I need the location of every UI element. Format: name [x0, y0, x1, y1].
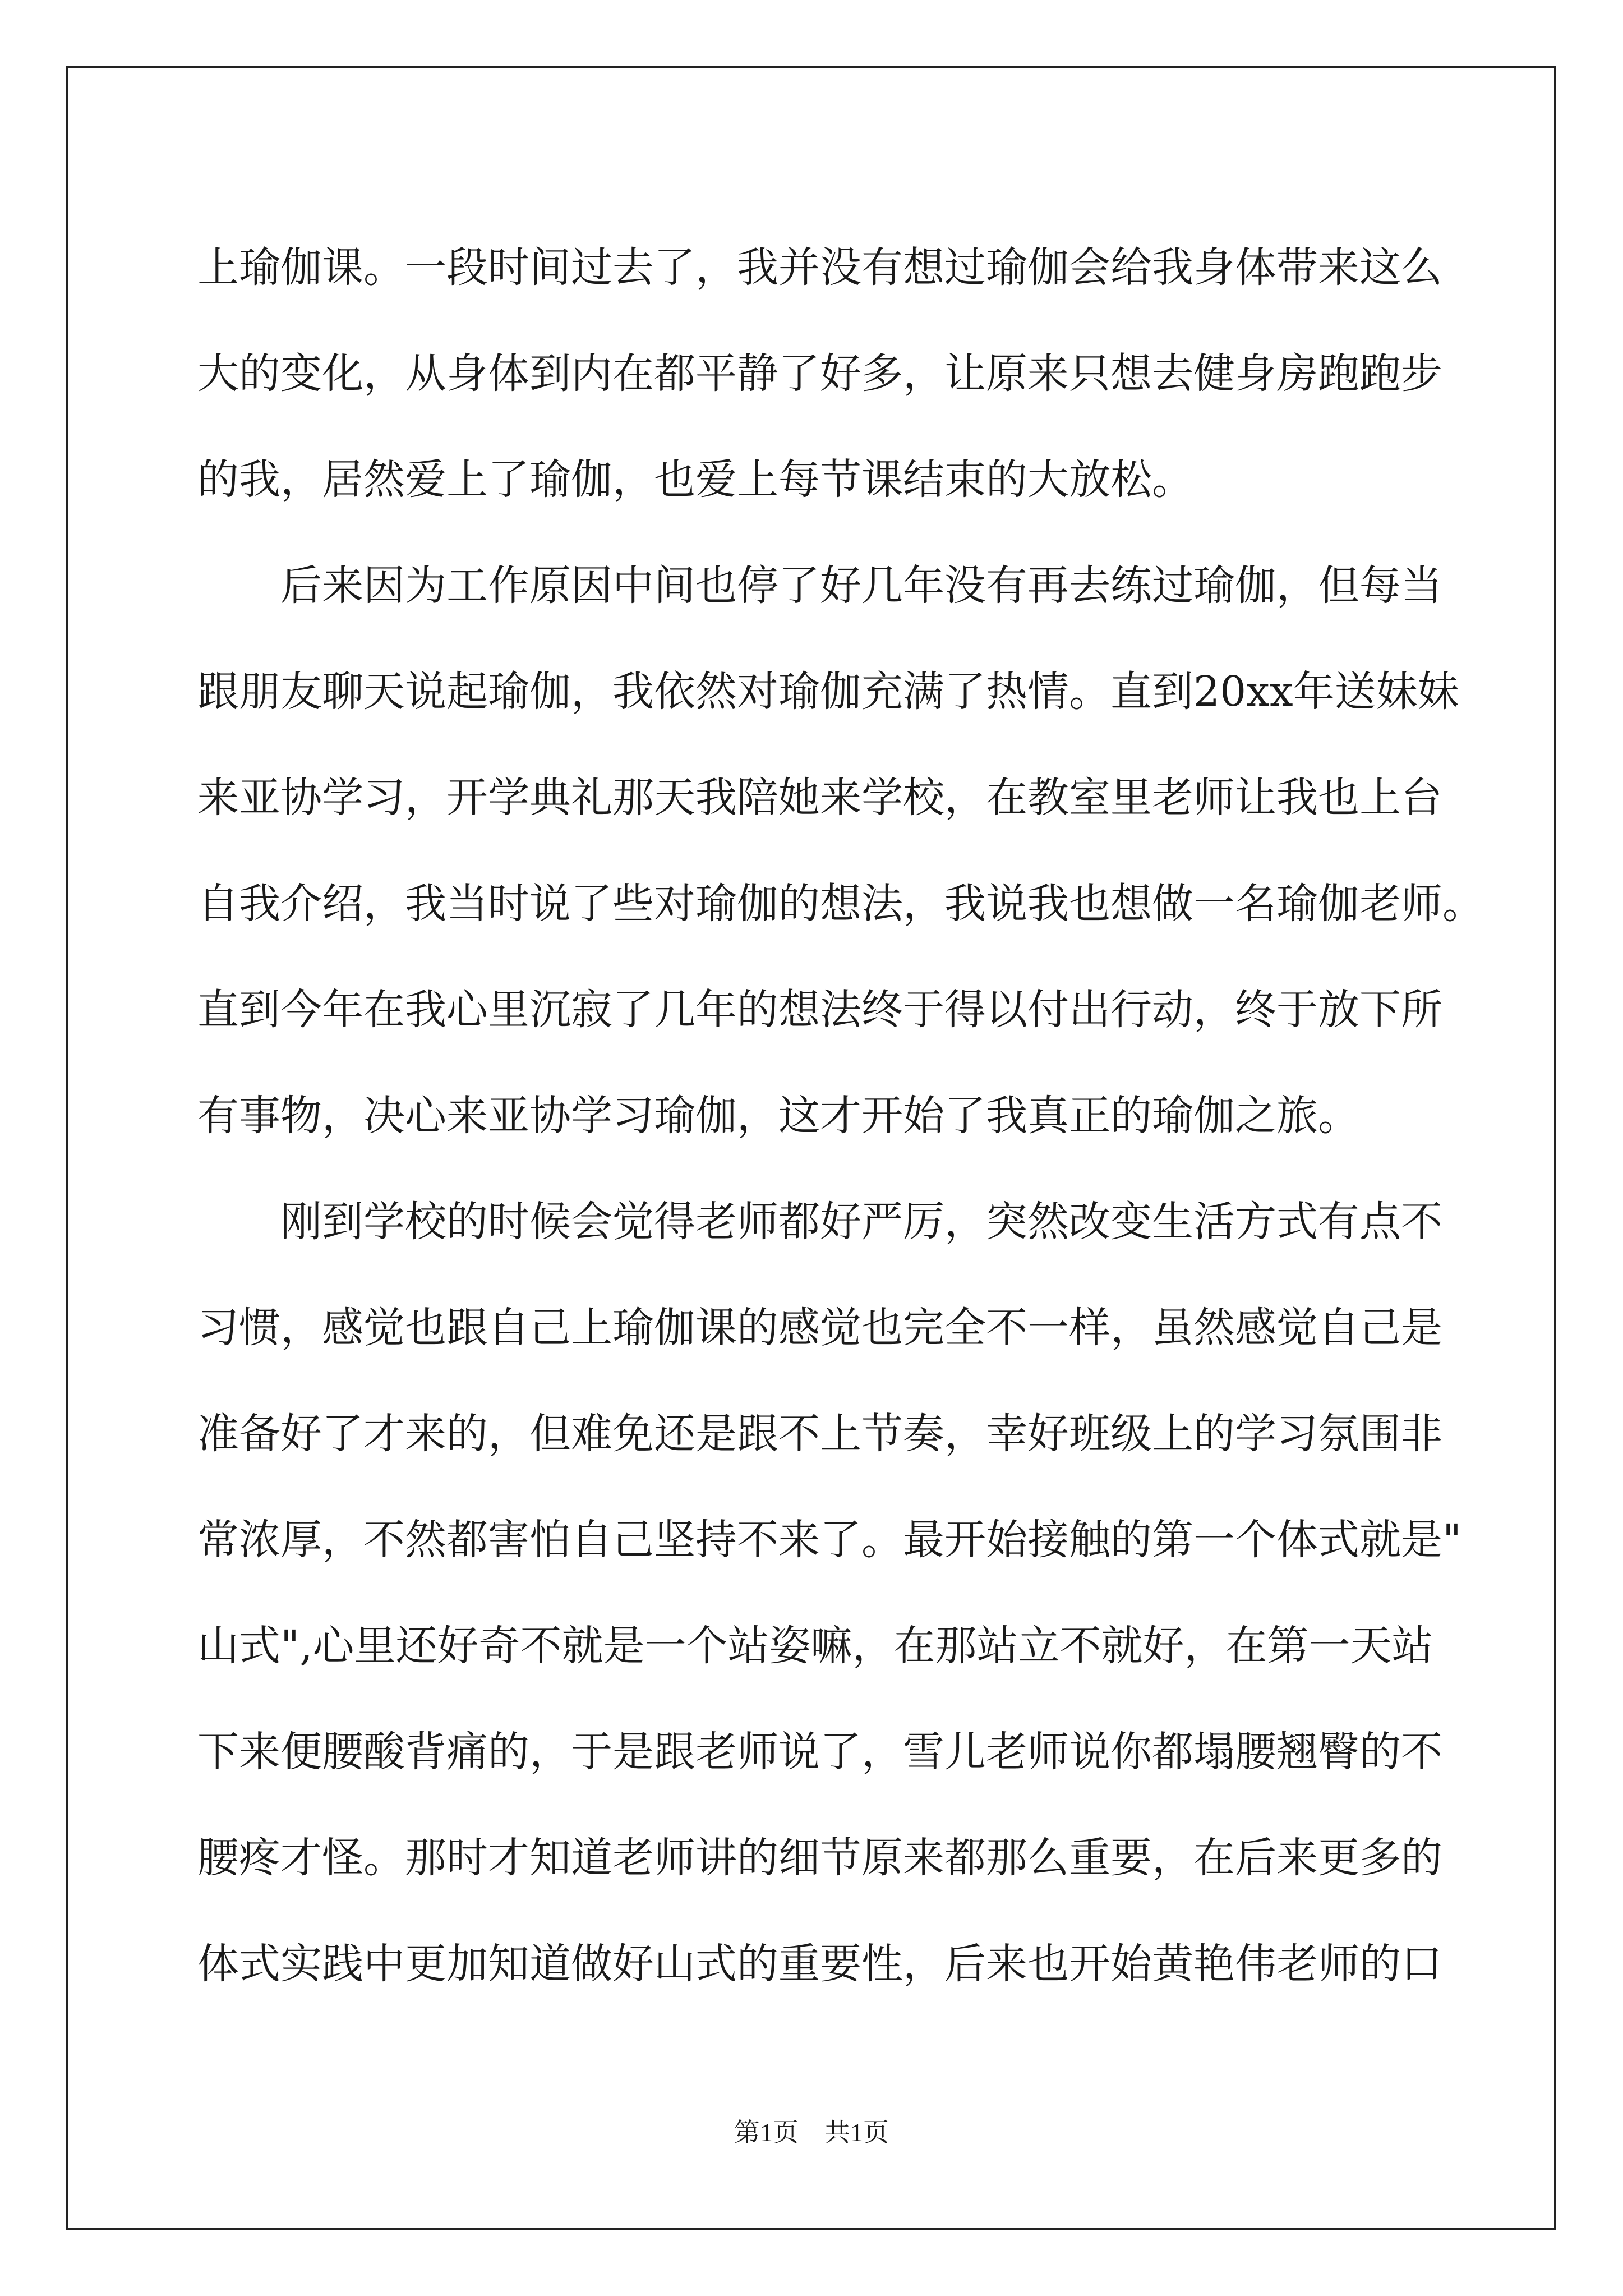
text-line: 常浓厚，不然都害怕自己坚持不来了。最开始接触的第一个体式就是" [197, 1516, 1462, 1564]
text-line: 的我，居然爱上了瑜伽，也爱上每节课结束的大放松。 [197, 455, 1193, 504]
text-line: 上瑜伽课。一段时间过去了，我并没有想过瑜伽会给我身体带来这么 [197, 243, 1442, 292]
text-line: 自我介绍，我当时说了些对瑜伽的想法，我说我也想做一名瑜伽老师。 [197, 880, 1484, 928]
document-body [197, 215, 1484, 2017]
text-line: 刚到学校的时候会觉得老师都好严厉，突然改变生活方式有点不 [280, 1198, 1442, 1246]
text-line: 直到今年在我心里沉寂了几年的想法终于得以付出行动，终于放下所 [197, 986, 1442, 1034]
text-line: 习惯，感觉也跟自己上瑜伽课的感觉也完全不一样，虽然感觉自己是 [197, 1304, 1442, 1352]
text-line: 准备好了才来的，但难免还是跟不上节奏，幸好班级上的学习氛围非 [197, 1410, 1442, 1458]
text-line: 山式",心里还好奇不就是一个站姿嘛，在那站立不就好，在第一天站 [197, 1622, 1433, 1670]
text-line: 跟朋友聊天说起瑜伽，我依然对瑜伽充满了热情。直到20xx年送妹妹 [197, 668, 1459, 716]
text-line: 下来便腰酸背痛的，于是跟老师说了，雪儿老师说你都塌腰翘臀的不 [197, 1728, 1442, 1776]
text-line: 体式实践中更加知道做好山式的重要性，后来也开始黄艳伟老师的口 [197, 1940, 1442, 1988]
text-line: 大的变化，从身体到内在都平静了好多，让原来只想去健身房跑跑步 [197, 349, 1442, 398]
text-line: 有事物，决心来亚协学习瑜伽，这才开始了我真正的瑜伽之旅。 [197, 1092, 1359, 1140]
text-line: 后来因为工作原因中间也停了好几年没有再去练过瑜伽，但每当 [280, 562, 1442, 610]
text-line: 来亚协学习，开学典礼那天我陪她来学校，在教室里老师让我也上台 [197, 774, 1442, 822]
page-footer: 第1页 共1页 [734, 2118, 889, 2147]
text-line: 腰疼才怪。那时才知道老师讲的细节原来都那么重要，在后来更多的 [197, 1834, 1442, 1882]
